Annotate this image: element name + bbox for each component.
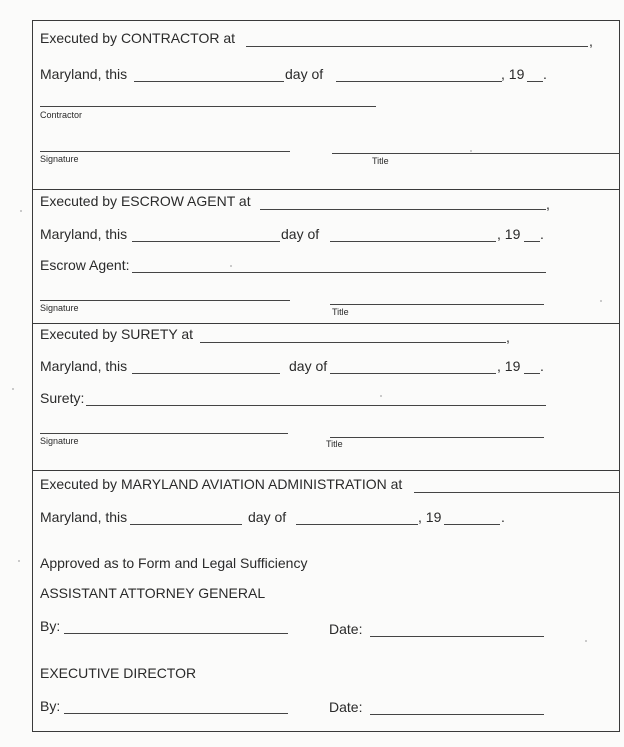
signature-caption: Signature — [40, 436, 79, 446]
by-label: By: — [40, 698, 61, 714]
section-divider — [32, 470, 620, 471]
period: . — [540, 358, 544, 374]
surety-day-line[interactable] — [132, 373, 280, 374]
maryland-this-label: Maryland, this — [40, 226, 128, 242]
administration-day-line[interactable] — [130, 524, 242, 525]
escrow-month-line[interactable] — [330, 241, 496, 242]
escrow-agent-label: Escrow Agent: — [40, 257, 130, 273]
comma: , — [506, 329, 510, 345]
signature-caption: Signature — [40, 303, 79, 313]
surety-line[interactable] — [86, 405, 546, 406]
administration-year-line[interactable] — [444, 524, 500, 525]
period: . — [501, 509, 505, 525]
attorney-date-line[interactable] — [370, 636, 544, 637]
title-caption: Title — [372, 156, 389, 166]
day-of-label: day of — [285, 66, 324, 82]
contractor-location-line[interactable] — [246, 46, 588, 47]
year-prefix: , 19 — [501, 66, 525, 82]
section-divider — [32, 189, 620, 190]
title-line[interactable] — [330, 304, 544, 305]
day-of-label: day of — [248, 509, 287, 525]
escrow-day-line[interactable] — [132, 241, 280, 242]
form-border — [32, 20, 620, 732]
administration-executed-label: Executed by MARYLAND AVIATION ADMINISTRATION at — [40, 476, 403, 492]
assistant-attorney-general-heading: ASSISTANT ATTORNEY GENERAL — [40, 585, 266, 601]
title-caption: Title — [326, 439, 343, 449]
day-of-label: day of — [289, 358, 328, 374]
by-label: By: — [40, 618, 61, 634]
surety-year-line[interactable] — [524, 373, 540, 374]
director-date-line[interactable] — [370, 714, 544, 715]
title-line[interactable] — [332, 153, 620, 154]
contractor-month-line[interactable] — [336, 81, 502, 82]
attorney-signature-line[interactable] — [64, 633, 288, 634]
contractor-executed-label: Executed by CONTRACTOR at — [40, 30, 236, 46]
contractor-name-line[interactable] — [40, 106, 376, 107]
date-label: Date: — [329, 621, 363, 637]
approved-text: Approved as to Form and Legal Sufficiency — [40, 555, 308, 571]
comma: , — [546, 196, 550, 212]
title-line[interactable] — [330, 437, 544, 438]
year-prefix: , 19 — [497, 226, 521, 242]
year-prefix: , 19 — [497, 358, 521, 374]
escrow-location-line[interactable] — [260, 209, 546, 210]
signature-line[interactable] — [40, 300, 290, 301]
signature-caption: Signature — [40, 154, 79, 164]
executive-director-heading: EXECUTIVE DIRECTOR — [40, 665, 197, 681]
contractor-day-line[interactable] — [134, 81, 284, 82]
contractor-caption: Contractor — [40, 110, 83, 120]
surety-location-line[interactable] — [200, 342, 506, 343]
year-prefix: , 19 — [418, 509, 442, 525]
surety-executed-label: Executed by SURETY at — [40, 326, 194, 342]
surety-month-line[interactable] — [330, 373, 496, 374]
administration-month-line[interactable] — [296, 524, 418, 525]
signature-line[interactable] — [40, 433, 288, 434]
escrow-year-line[interactable] — [524, 241, 540, 242]
maryland-this-label: Maryland, this — [40, 509, 128, 525]
surety-label: Surety: — [40, 390, 85, 406]
date-label: Date: — [329, 699, 363, 715]
period: . — [540, 226, 544, 242]
escrow-agent-line[interactable] — [132, 272, 546, 273]
contractor-year-line[interactable] — [527, 81, 543, 82]
escrow-executed-label: Executed by ESCROW AGENT at — [40, 193, 251, 209]
maryland-this-label: Maryland, this — [40, 66, 128, 82]
director-signature-line[interactable] — [64, 713, 288, 714]
maryland-this-label: Maryland, this — [40, 358, 128, 374]
title-caption: Title — [332, 307, 349, 317]
comma: , — [589, 33, 593, 49]
day-of-label: day of — [281, 226, 320, 242]
period: . — [543, 66, 547, 82]
signature-line[interactable] — [40, 151, 290, 152]
section-divider — [32, 323, 620, 324]
administration-location-line[interactable] — [414, 492, 620, 493]
